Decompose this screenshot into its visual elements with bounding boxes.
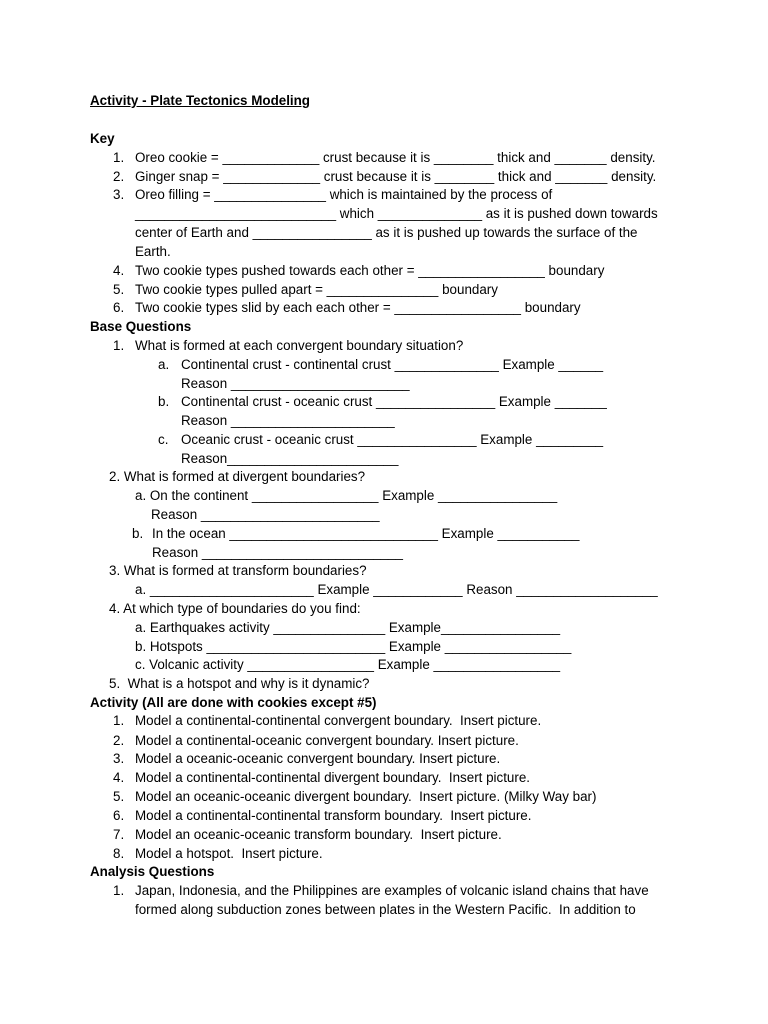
sub-question-text: a. On the continent _________________ Example ________________	[135, 488, 558, 503]
key-item-text: Two cookie types pushed towards each other = _________________ boundary	[135, 263, 605, 278]
question-text: 3. What is formed at transform boundaries?	[109, 563, 367, 578]
key-item-number: 4.	[113, 263, 125, 278]
page-title: Activity - Plate Tectonics Modeling	[90, 93, 310, 108]
activity-item-number: 4.	[113, 770, 125, 785]
sub-question-reason: Reason ___________________________	[152, 545, 403, 560]
key-item-number: 2.	[113, 169, 125, 184]
key-item-continuation: Earth.	[135, 244, 171, 259]
sub-question-letter: a.	[158, 357, 170, 372]
activity-item-text: Model an oceanic-oceanic transform boundary. Insert picture.	[135, 827, 502, 842]
activity-item-text: Model a continental-continental transform boundary. Insert picture.	[135, 808, 532, 823]
sub-question-text: Continental crust - oceanic crust ________________ Example _______	[181, 394, 607, 409]
sub-question-reason: Reason_______________________	[181, 451, 399, 466]
sub-question-reason: Reason ______________________	[181, 413, 395, 428]
analysis-item-text: Japan, Indonesia, and the Philippines are examples of volcanic island chains that have	[135, 883, 649, 898]
sub-question-letter: c.	[158, 432, 169, 447]
key-item-text: Oreo cookie = _____________ crust because it is ________ thick and _______ density.	[135, 150, 656, 165]
key-heading: Key	[90, 131, 115, 146]
sub-question-text: Oceanic crust - oceanic crust ________________ Example _________	[181, 432, 604, 447]
activity-item-text: Model a continental-continental divergent boundary. Insert picture.	[135, 770, 531, 785]
activity-heading: Activity (All are done with cookies except #5)	[90, 695, 377, 710]
key-item-continuation: ___________________________ which ______________ as it is pushed down towards	[135, 206, 658, 221]
sub-question-reason: Reason ________________________	[181, 376, 410, 391]
key-item-number: 3.	[113, 187, 125, 202]
question-text: What is formed at each convergent boundary situation?	[135, 338, 464, 353]
activity-item-text: Model a hotspot. Insert picture.	[135, 846, 323, 861]
question-text: 4. At which type of boundaries do you find:	[109, 601, 361, 616]
sub-question-text: Continental crust - continental crust ______________ Example ______	[181, 357, 604, 372]
sub-question-text: c. Volcanic activity _________________ Example _________________	[135, 657, 561, 672]
key-item-number: 5.	[113, 282, 125, 297]
analysis-item-number: 1.	[113, 883, 125, 898]
key-item-text: Two cookie types pulled apart = _______________ boundary	[135, 282, 498, 297]
activity-item-number: 3.	[113, 751, 125, 766]
activity-item-number: 6.	[113, 808, 125, 823]
analysis-item-text: formed along subduction zones between plates in the Western Pacific. In addition to	[135, 902, 636, 917]
key-item-text: Ginger snap = _____________ crust because it is ________ thick and _______ density.	[135, 169, 657, 184]
activity-item-number: 5.	[113, 789, 125, 804]
activity-item-number: 7.	[113, 827, 125, 842]
question-number: 1.	[113, 338, 125, 353]
key-item-number: 1.	[113, 150, 125, 165]
activity-item-number: 1.	[113, 713, 125, 728]
base-questions-heading: Base Questions	[90, 319, 192, 334]
question-text: 5. What is a hotspot and why is it dynamic?	[109, 676, 370, 691]
sub-question-letter: b.	[158, 394, 170, 409]
analysis-heading: Analysis Questions	[90, 864, 215, 879]
activity-item-text: Model a continental-oceanic convergent boundary. Insert picture.	[135, 733, 519, 748]
key-item-text: Oreo filling = _______________ which is maintained by the process of	[135, 187, 553, 202]
key-item-text: Two cookie types slid by each each other = _________________ boundary	[135, 300, 581, 315]
key-item-number: 6.	[113, 300, 125, 315]
activity-item-number: 8.	[113, 846, 125, 861]
sub-question-text: a. ______________________ Example ____________ Reason ___________________	[135, 582, 658, 597]
activity-item-text: Model an oceanic-oceanic divergent boundary. Insert picture. (Milky Way bar)	[135, 789, 597, 804]
key-item-continuation: center of Earth and ________________ as it is pushed up towards the surface of the	[135, 225, 638, 240]
sub-question-text: a. Earthquakes activity _______________ Example________________	[135, 620, 561, 635]
question-text: 2. What is formed at divergent boundaries?	[109, 469, 366, 484]
sub-question-letter: b.	[132, 526, 144, 541]
activity-item-number: 2.	[113, 733, 125, 748]
activity-item-text: Model a continental-continental convergent boundary. Insert picture.	[135, 713, 542, 728]
sub-question-text: b. Hotspots ________________________ Example _________________	[135, 639, 572, 654]
sub-question-text: In the ocean ____________________________ Example ___________	[152, 526, 580, 541]
sub-question-reason: Reason ________________________	[151, 507, 380, 522]
activity-item-text: Model a oceanic-oceanic convergent boundary. Insert picture.	[135, 751, 501, 766]
